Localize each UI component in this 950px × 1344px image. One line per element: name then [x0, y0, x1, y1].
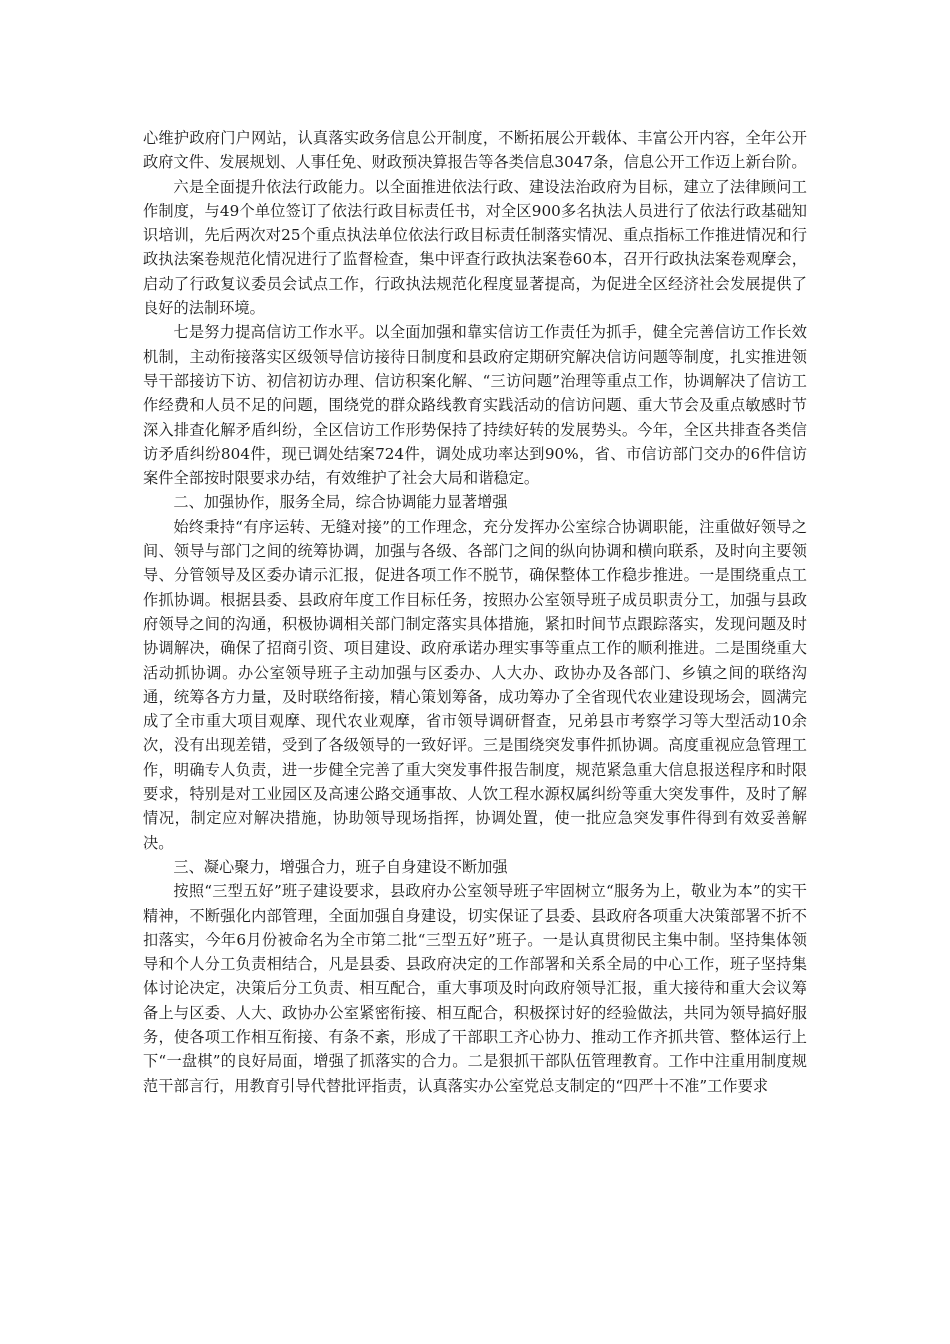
document-body [143, 126, 807, 1098]
paragraph-team-building: 按照“三型五好”班子建设要求，县政府办公室领导班子牢固树立“服务为上，敬业为本”的实干精神，不断强化内部管理，全面加强自身建设，切实保证了县委、县政府各项重大决策部署不折不扣落实，今年6月份被命名为全市第二批“三型五好”班子。一是认真贯彻民主集中制。坚持集体领导和个人分工负责相结合，凡是县委、县政府决定的工作部署和关系全局的中心工作，班子坚持集体讨论决定，决策后分工负责、相互配合，重大事项及时向政府领导汇报，重大接待和重大会议筹备上与区委、人大、政协办公室紧密衔接、相互配合，积极探讨好的经验做法，共同为领导搞好服务，使各项工作相互衔接、有条不紊，形成了干部职工齐心协力、推动工作齐抓共管、整体运行上下“一盘棋”的良好局面，增强了抓落实的合力。二是狠抓干部队伍管理教育。工作中注重用制度规范干部言行，用教育引导代替批评指责，认真落实办公室党总支制定的“四严十不准”工作要求 [143, 882, 807, 1095]
paragraph-rule-of-law: 六是全面提升依法行政能力。以全面推进依法行政、建设法治政府为目标，建立了法律顾问工作制度，与49个单位签订了依法行政目标责任书，对全区900多名执法人员进行了依法行政基础知识培训，先后两次对25个重点执法单位依法行政目标责任制落实情况、重点指标工作推进情况和行政执法案卷规范化情况进行了监督检查，集中评查行政执法案卷60本，召开行政执法案卷观摩会，启动了行政复议委员会试点工作，行政执法规范化程度显著提高，为促进全区经济社会发展提供了良好的法制环境。 [143, 177, 807, 318]
paragraph-coordination: 始终秉持“有序运转、无缝对接”的工作理念，充分发挥办公室综合协调职能，注重做好领导之间、领导与部门之间的统筹协调，加强与各级、各部门之间的纵向协调和横向联系，及时向主要领导、分管领导及区委办请示汇报，促进各项工作不脱节，确保整体工作稳步推进。一是围绕重点工作抓协调。根据县委、县政府年度工作目标任务，按照办公室领导班子成员职责分工，加强与县政府领导之间的沟通，积极协调相关部门制定落实具体措施，紧扣时间节点跟踪落实，发现问题及时协调解决，确保了招商引资、项目建设、政府承诺办理实事等重点工作的顺利推进。二是围绕重大活动抓协调。办公室领导班子主动加强与区委办、人大办、政协办及各部门、乡镇之间的联络沟通，统筹各方力量，及时联络衔接，精心策划筹备，成功筹办了全省现代农业建设现场会，圆满完成了全市重大项目观摩、现代农业观摩，省市领导调研督查，兄弟县市考察学习等大型活动10余次，没有出现差错，受到了各级领导的一致好评。三是围绕突发事件抓协调。高度重视应急管理工作，明确专人负责，进一步健全完善了重大突发事件报告制度，规范紧急重大信息报送程序和时限要求，特别是对工业园区及高速公路交通事故、人饮工程水源权属纠纷等重大突发事件，及时了解情况，制定应对解决措施，协助领导现场指挥，协调处置，使一批应急突发事件得到有效妥善解决。 [143, 517, 807, 852]
paragraph-continuation: 心维护政府门户网站，认真落实政务信息公开制度，不断拓展公开载体、丰富公开内容，全年公开政府文件、发展规划、人事任免、财政预决算报告等各类信息3047条，信息公开工作迈上新台阶。 [143, 129, 807, 172]
section-heading-coordination: 二、加强协作，服务全局，综合协调能力显著增强 [173, 493, 508, 512]
paragraph-petition-work: 七是努力提高信访工作水平。以全面加强和靠实信访工作责任为抓手，健全完善信访工作长效机制，主动衔接落实区级领导信访接待日制度和县政府定期研究解决信访问题等制度，扎实推进领导干部接访下访、初信初访办理、信访积案化解、“三访问题”治理等重点工作，协调解决了信访工作经费和人员不足的问题，围绕党的群众路线教育实践活动的信访问题、重大节会及重点敏感时节深入排查化解矛盾纠纷，全区信访工作形势保持了持续好转的发展势头。今年，全区共排查各类信访矛盾纠纷804件，现已调处结案724件，调处成功率达到90%，省、市信访部门交办的6件信访案件全部按时限要求办结，有效维护了社会大局和谐稳定。 [143, 323, 807, 488]
section-heading-team-building: 三、凝心聚力，增强合力，班子自身建设不断加强 [173, 857, 508, 876]
